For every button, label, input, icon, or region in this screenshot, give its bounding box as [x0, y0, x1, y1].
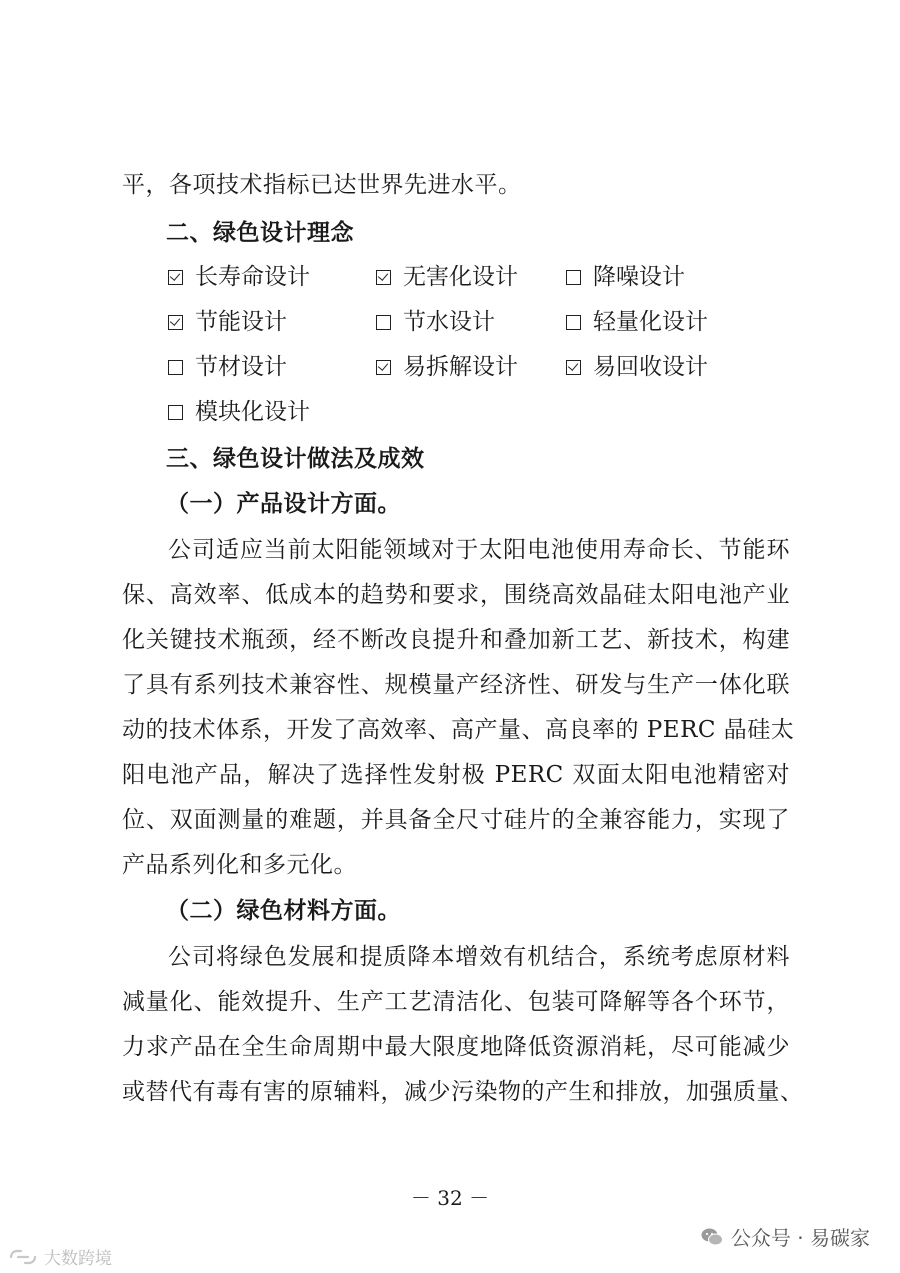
checked-box-icon	[566, 360, 581, 375]
checked-box-icon	[168, 315, 183, 330]
checklist-item	[168, 262, 310, 292]
checked-box-icon	[376, 360, 391, 375]
checklist-label: 易回收设计	[593, 354, 708, 380]
watermark-left	[8, 1244, 112, 1269]
checklist-label: 无害化设计	[403, 264, 518, 290]
checklist-item	[376, 262, 518, 292]
checklist-item	[168, 307, 287, 337]
paragraph-line: 或替代有毒有害的原辅料，减少污染物的产生和排放，加强质量、	[122, 1079, 804, 1105]
checklist-label: 节水设计	[403, 309, 495, 335]
watermark-right-text: 公众号 · 易碳家	[730, 1226, 870, 1250]
wechat-icon	[701, 1227, 723, 1247]
checkbox-icon	[376, 315, 391, 330]
paragraph-line: 动的技术体系，开发了高效率、高产量、高良率的 PERC 晶硅太	[122, 717, 795, 743]
checklist-label: 节材设计	[195, 354, 287, 380]
checkbox-icon	[168, 405, 183, 420]
paragraph-line: 公司将绿色发展和提质降本增效有机结合，系统考虑原材料	[168, 944, 790, 970]
paragraph-line: 阳电池产品，解决了选择性发射极 PERC 双面太阳电池精密对	[122, 762, 790, 788]
page-number: － 32 －	[410, 1186, 490, 1210]
checked-box-icon	[168, 270, 183, 285]
watermark-right	[701, 1222, 870, 1251]
checklist-label: 轻量化设计	[593, 309, 708, 335]
paragraph-line: 产品系列化和多元化。	[122, 852, 357, 878]
paragraph-line: 位、双面测量的难题，并具备全尺寸硅片的全兼容能力，实现了	[122, 807, 790, 833]
checklist-label: 降噪设计	[593, 264, 685, 290]
paragraph-continuation: 平，各项技术指标已达世界先进水平。	[122, 172, 522, 198]
checkbox-icon	[566, 315, 581, 330]
checklist-label: 长寿命设计	[195, 264, 310, 290]
paragraph-line: 公司适应当前太阳能领域对于太阳电池使用寿命长、节能环	[168, 537, 790, 563]
checklist-label: 易拆解设计	[403, 354, 518, 380]
section-heading-3: 三、绿色设计做法及成效	[166, 446, 425, 472]
checklist-item	[376, 352, 518, 382]
checklist-item	[566, 307, 708, 337]
subsection-heading-2: （二）绿色材料方面。	[166, 898, 401, 924]
checked-box-icon	[376, 270, 391, 285]
paragraph-line: 化关键技术瓶颈，经不断改良提升和叠加新工艺、新技术，构建	[122, 627, 790, 653]
link-icon	[8, 1248, 38, 1266]
checkbox-icon	[168, 360, 183, 375]
checklist-item	[168, 352, 287, 382]
paragraph-line: 力求产品在全生命周期中最大限度地降低资源消耗，尽可能减少	[122, 1034, 790, 1060]
section-heading-2: 二、绿色设计理念	[166, 220, 354, 246]
checklist-label: 模块化设计	[195, 399, 310, 425]
checklist-item	[376, 307, 495, 337]
checklist-item	[168, 397, 310, 427]
watermark-left-text: 大数跨境	[44, 1249, 112, 1269]
checklist-label: 节能设计	[195, 309, 287, 335]
paragraph-line: 减量化、能效提升、生产工艺清洁化、包装可降解等各个环节，	[122, 989, 790, 1015]
checklist-item	[566, 262, 685, 292]
subsection-heading-1: （一）产品设计方面。	[166, 491, 401, 517]
paragraph-line: 保、高效率、低成本的趋势和要求，围绕高效晶硅太阳电池产业	[122, 582, 790, 608]
checklist-item	[566, 352, 708, 382]
checkbox-icon	[566, 270, 581, 285]
paragraph-line: 了具有系列技术兼容性、规模量产经济性、研发与生产一体化联	[122, 672, 790, 698]
